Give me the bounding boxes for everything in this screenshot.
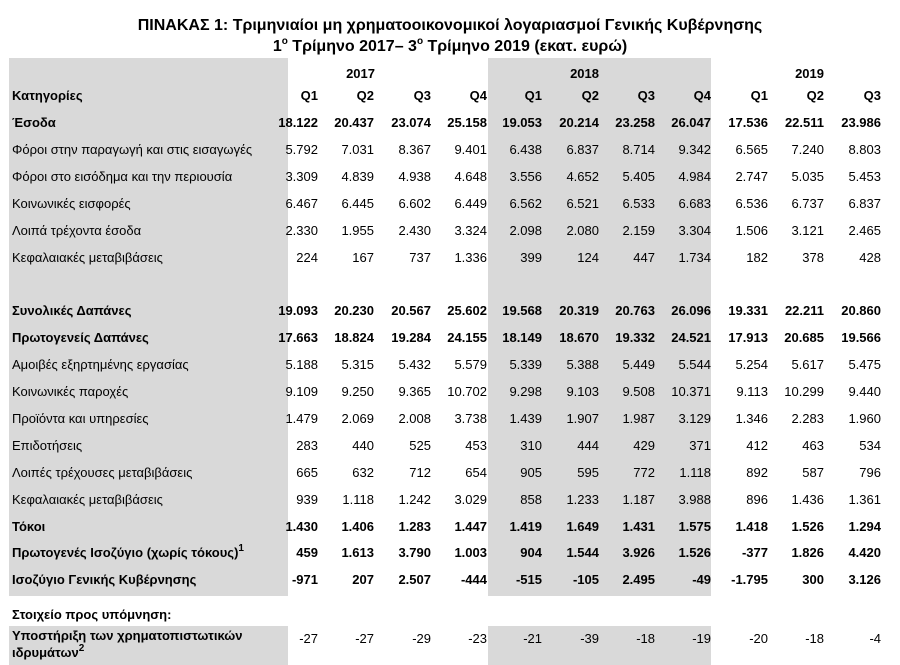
table-cell: -377: [741, 545, 768, 560]
table-cell: 5.432: [398, 357, 431, 372]
quarter-header: Q3: [863, 88, 881, 103]
table-cell: 858: [520, 492, 542, 507]
table-cell: 9.365: [398, 384, 431, 399]
table-cell: 1.544: [566, 545, 599, 560]
table-cell: 453: [465, 438, 487, 453]
table-cell: 4.938: [398, 169, 431, 184]
table-cell: 9.440: [848, 384, 881, 399]
table-row: [0, 297, 900, 324]
table-cell: 6.449: [454, 196, 487, 211]
table-cell: 224: [296, 250, 318, 265]
memo-title: Στοιχείο προς υπόμνηση:: [12, 607, 172, 622]
table-cell: 3.126: [848, 572, 881, 587]
table-cell: 25.602: [447, 303, 487, 318]
table-cell: 9.342: [678, 142, 711, 157]
memo-cell: -27: [355, 631, 374, 646]
memo-cell: -39: [580, 631, 599, 646]
table-cell: 905: [520, 465, 542, 480]
quarter-header: Q3: [637, 88, 655, 103]
table-row: [0, 432, 900, 459]
table-cell: 5.617: [791, 357, 824, 372]
table-cell: 1.118: [342, 492, 374, 507]
row-label: Κοινωνικές εισφορές: [12, 196, 131, 211]
table-cell: 17.536: [728, 115, 768, 130]
table-cell: 1.361: [848, 492, 881, 507]
table-cell: 18.122: [278, 115, 318, 130]
table-cell: 19.284: [391, 330, 431, 345]
table-cell: 399: [520, 250, 542, 265]
table-cell: 1.418: [735, 519, 768, 534]
table-cell: 5.475: [848, 357, 881, 372]
table-row: [0, 244, 900, 271]
table-cell: 1.826: [791, 545, 824, 560]
memo-cell: -23: [468, 631, 487, 646]
table-cell: 5.339: [509, 357, 542, 372]
table-cell: 20.319: [559, 303, 599, 318]
table-cell: 17.663: [278, 330, 318, 345]
table-cell: 2.430: [398, 223, 431, 238]
row-label: Λοιπές τρέχουσες μεταβιβάσεις: [12, 465, 193, 480]
memo-cell: -21: [523, 631, 542, 646]
table-cell: 534: [859, 438, 881, 453]
year-header-2017: 2017: [346, 66, 375, 81]
table-cell: 6.467: [285, 196, 318, 211]
table-cell: 5.579: [454, 357, 487, 372]
row-label: Συνολικές Δαπάνες: [12, 303, 132, 318]
row-label: Κεφαλαιακές μεταβιβάσεις: [12, 250, 163, 265]
table-cell: 310: [520, 438, 542, 453]
quarter-header: Q1: [750, 88, 768, 103]
table-cell: 3.304: [678, 223, 711, 238]
table-cell: 796: [859, 465, 881, 480]
quarter-header: Q1: [524, 88, 542, 103]
table-cell: 20.437: [334, 115, 374, 130]
table-cell: 6.445: [341, 196, 374, 211]
table-cell: 444: [577, 438, 599, 453]
table-cell: 632: [352, 465, 374, 480]
table-cell: 654: [465, 465, 487, 480]
table-cell: 4.839: [341, 169, 374, 184]
table-cell: 26.096: [671, 303, 711, 318]
table-cell: 1.575: [678, 519, 711, 534]
table-cell: 904: [520, 545, 542, 560]
row-label: Φόροι στην παραγωγή και στις εισαγωγές: [12, 142, 253, 157]
table-cell: 26.047: [671, 115, 711, 130]
table-cell: 6.562: [509, 196, 542, 211]
table-cell: 1.955: [341, 223, 374, 238]
table-cell: 3.121: [791, 223, 824, 238]
table-cell: 18.670: [559, 330, 599, 345]
table-row: [0, 405, 900, 432]
row-label: Επιδοτήσεις: [12, 438, 83, 453]
table-cell: 2.283: [791, 411, 824, 426]
table-cell: 23.258: [615, 115, 655, 130]
table-cell: 1.283: [398, 519, 431, 534]
year-header-2019: 2019: [795, 66, 824, 81]
row-label: Προϊόντα και υπηρεσίες: [12, 411, 149, 426]
table-cell: 3.309: [285, 169, 318, 184]
column-header-categories: Κατηγορίες: [12, 88, 83, 103]
table-cell: 20.230: [334, 303, 374, 318]
memo-label: Υποστήριξη των χρηματοπιστωτικών ιδρυμάτων$^2$: [12, 628, 243, 660]
table-cell: 17.913: [728, 330, 768, 345]
table-cell: 2.098: [509, 223, 542, 238]
table-cell: -444: [460, 572, 487, 587]
table-cell: 18.824: [334, 330, 374, 345]
table-cell: 19.093: [278, 303, 318, 318]
table-cell: 1.430: [285, 519, 318, 534]
table-row: [0, 163, 900, 190]
table-cell: 1.447: [454, 519, 487, 534]
table-row: [0, 351, 900, 378]
table-cell: 124: [577, 250, 599, 265]
quarter-header: Q2: [806, 88, 824, 103]
table-cell: 6.683: [678, 196, 711, 211]
table-cell: 3.029: [454, 492, 487, 507]
table-cell: 24.521: [671, 330, 711, 345]
table-cell: 1.242: [398, 492, 431, 507]
table-cell: -515: [515, 572, 542, 587]
table-cell: 182: [746, 250, 768, 265]
table-cell: 1.436: [791, 492, 824, 507]
table-cell: 772: [633, 465, 655, 480]
table-cell: 9.508: [622, 384, 655, 399]
table-cell: 5.254: [735, 357, 768, 372]
table-cell: 20.214: [559, 115, 599, 130]
table-cell: 8.714: [622, 142, 655, 157]
table-cell: 4.648: [454, 169, 487, 184]
table-cell: -49: [692, 572, 711, 587]
quarter-header: Q2: [356, 88, 374, 103]
table-cell: 300: [802, 572, 824, 587]
table-cell: 1.506: [735, 223, 768, 238]
table-cell: 5.792: [285, 142, 318, 157]
table-cell: 9.109: [285, 384, 318, 399]
table-cell: 2.747: [735, 169, 768, 184]
table-cell: 9.250: [341, 384, 374, 399]
table-cell: 9.103: [566, 384, 599, 399]
header-row: [0, 82, 900, 109]
table-cell: 20.763: [615, 303, 655, 318]
table-cell: 1.613: [341, 545, 374, 560]
table-cell: 447: [633, 250, 655, 265]
table-cell: 371: [689, 438, 711, 453]
table-cell: 6.438: [509, 142, 542, 157]
row-label: Ισοζύγιο Γενικής Κυβέρνησης: [12, 572, 197, 587]
row-label: Έσοδα: [12, 115, 56, 130]
table-row: [0, 539, 900, 566]
table-cell: 167: [352, 250, 374, 265]
table-cell: 6.602: [398, 196, 431, 211]
table-row: [0, 217, 900, 244]
table-cell: 207: [352, 572, 374, 587]
table-cell: 25.158: [447, 115, 487, 130]
table-cell: 9.113: [736, 384, 768, 399]
table-row: [0, 270, 900, 297]
table-cell: 283: [296, 438, 318, 453]
table-cell: 712: [409, 465, 431, 480]
table-row: [0, 566, 900, 593]
table-cell: 2.069: [341, 411, 374, 426]
table-cell: 19.566: [841, 330, 881, 345]
table-cell: 23.986: [841, 115, 881, 130]
table-cell: 1.526: [678, 545, 711, 560]
table-cell: 5.544: [678, 357, 711, 372]
table-cell: 2.008: [398, 411, 431, 426]
table-cell: 4.420: [848, 545, 881, 560]
table-cell: 939: [296, 492, 318, 507]
table-cell: 5.315: [341, 357, 374, 372]
table-cell: 1.233: [566, 492, 599, 507]
table-cell: 19.332: [615, 330, 655, 345]
table-cell: 6.565: [735, 142, 768, 157]
table-cell: 665: [296, 465, 318, 480]
table-cell: 1.118: [679, 465, 711, 480]
table-cell: 1.336: [454, 250, 487, 265]
table-cell: 587: [802, 465, 824, 480]
table-cell: 1.003: [454, 545, 487, 560]
table-cell: 2.495: [622, 572, 655, 587]
table-cell: 23.074: [391, 115, 431, 130]
table-cell: 2.330: [285, 223, 318, 238]
table-cell: 3.988: [678, 492, 711, 507]
table-cell: 463: [802, 438, 824, 453]
table-cell: 595: [577, 465, 599, 480]
table-cell: 3.926: [622, 545, 655, 560]
quarter-header: Q3: [413, 88, 431, 103]
table-cell: 3.738: [454, 411, 487, 426]
table-cell: 1.649: [566, 519, 599, 534]
table-cell: 459: [296, 545, 318, 560]
table-title: ΠΙΝΑΚΑΣ 1: Τριμηνιαίοι μη χρηματοοικονομικοί λογαριασμοί Γενικής Κυβέρνησης: [137, 17, 763, 34]
table-cell: 7.031: [341, 142, 374, 157]
table-row: [0, 513, 900, 540]
table-cell: 1.294: [848, 519, 881, 534]
table-cell: 892: [746, 465, 768, 480]
table-cell: 428: [859, 250, 881, 265]
table-cell: 3.790: [398, 545, 431, 560]
quarter-header: Q4: [693, 88, 711, 103]
table-cell: 6.837: [566, 142, 599, 157]
memo-cell: -19: [692, 631, 711, 646]
table-cell: 6.521: [566, 196, 599, 211]
memo-row: [0, 625, 900, 652]
table-cell: 20.567: [391, 303, 431, 318]
table-row: [0, 324, 900, 351]
table-cell: 1.987: [622, 411, 655, 426]
table-cell: 3.324: [454, 223, 487, 238]
table-cell: 5.449: [622, 357, 655, 372]
quarter-header: Q4: [469, 88, 487, 103]
table-cell: 19.568: [502, 303, 542, 318]
table-row: [0, 378, 900, 405]
table-cell: 1.526: [791, 519, 824, 534]
table-cell: 525: [409, 438, 431, 453]
row-label: Τόκοι: [12, 519, 46, 534]
memo-cell: -29: [412, 631, 431, 646]
table-cell: 1.419: [509, 519, 542, 534]
memo-cell: -4: [869, 631, 881, 646]
table-row: [0, 486, 900, 513]
table-cell: 20.685: [784, 330, 824, 345]
table-cell: -105: [572, 572, 599, 587]
row-label: Κοινωνικές παροχές: [12, 384, 129, 399]
table-row: [0, 190, 900, 217]
table-cell: 4.984: [678, 169, 711, 184]
table-cell: 6.533: [622, 196, 655, 211]
table-cell: 1.406: [341, 519, 374, 534]
row-label: Πρωτογενείς Δαπάνες: [12, 330, 149, 345]
table-cell: 1.439: [509, 411, 542, 426]
row-label: Πρωτογενές Ισοζύγιο (χωρίς τόκους)$^1$: [12, 542, 244, 560]
memo-cell: -18: [636, 631, 655, 646]
table-cell: 10.299: [784, 384, 824, 399]
table-cell: 1.346: [735, 411, 768, 426]
table-cell: 1.187: [622, 492, 655, 507]
table-cell: 1.479: [285, 411, 318, 426]
table-cell: 2.080: [566, 223, 599, 238]
row-label: Λοιπά τρέχοντα έσοδα: [12, 223, 142, 238]
table-row: [0, 109, 900, 136]
table-cell: -1.795: [731, 572, 768, 587]
table-cell: 6.536: [735, 196, 768, 211]
table-cell: 22.211: [784, 303, 824, 318]
table-cell: -971: [291, 572, 318, 587]
table-cell: 8.803: [848, 142, 881, 157]
table-cell: 3.129: [678, 411, 711, 426]
table-cell: 6.737: [791, 196, 824, 211]
table-cell: 10.702: [447, 384, 487, 399]
table-subtitle: $1^o$ Τρίμηνο 2017– $3^o$ Τρίμηνο 2019 (εκατ. ευρώ): [272, 35, 628, 55]
row-label: Φόροι στο εισόδημα και την περιουσία: [12, 169, 233, 184]
table-cell: 8.367: [398, 142, 431, 157]
table-cell: 19.331: [728, 303, 768, 318]
table-cell: 1.734: [678, 250, 711, 265]
row-label: Αμοιβές εξηρτημένης εργασίας: [12, 357, 189, 372]
table-cell: 412: [746, 438, 768, 453]
year-header-2018: 2018: [570, 66, 599, 81]
table-cell: 9.401: [454, 142, 487, 157]
table-cell: 5.035: [791, 169, 824, 184]
table-cell: 896: [746, 492, 768, 507]
table-cell: 737: [409, 250, 431, 265]
table-cell: 18.149: [502, 330, 542, 345]
table-cell: 4.652: [566, 169, 599, 184]
memo-cell: -27: [299, 631, 318, 646]
table-cell: 2.507: [398, 572, 431, 587]
quarter-header: Q1: [300, 88, 318, 103]
table-cell: 2.465: [848, 223, 881, 238]
table-cell: 2.159: [622, 223, 655, 238]
table-cell: 3.556: [509, 169, 542, 184]
memo-cell: -20: [749, 631, 768, 646]
table-cell: 5.453: [848, 169, 881, 184]
table-cell: 1.960: [848, 411, 881, 426]
table-cell: 429: [633, 438, 655, 453]
table-cell: 9.298: [509, 384, 542, 399]
table-cell: 6.837: [848, 196, 881, 211]
table-cell: 1.431: [622, 519, 655, 534]
table-cell: 20.860: [841, 303, 881, 318]
table-row: [0, 136, 900, 163]
table-cell: 440: [352, 438, 374, 453]
table-cell: 5.188: [285, 357, 318, 372]
table-cell: 1.907: [566, 411, 599, 426]
table-cell: 5.388: [566, 357, 599, 372]
table-cell: 378: [802, 250, 824, 265]
table-cell: 19.053: [502, 115, 542, 130]
row-label: Κεφαλαιακές μεταβιβάσεις: [12, 492, 163, 507]
table-row: [0, 459, 900, 486]
table-cell: 10.371: [671, 384, 711, 399]
memo-cell: -18: [805, 631, 824, 646]
table-cell: 24.155: [447, 330, 487, 345]
table-cell: 5.405: [622, 169, 655, 184]
table-cell: 22.511: [784, 115, 824, 130]
table-cell: 7.240: [791, 142, 824, 157]
quarter-header: Q2: [581, 88, 599, 103]
